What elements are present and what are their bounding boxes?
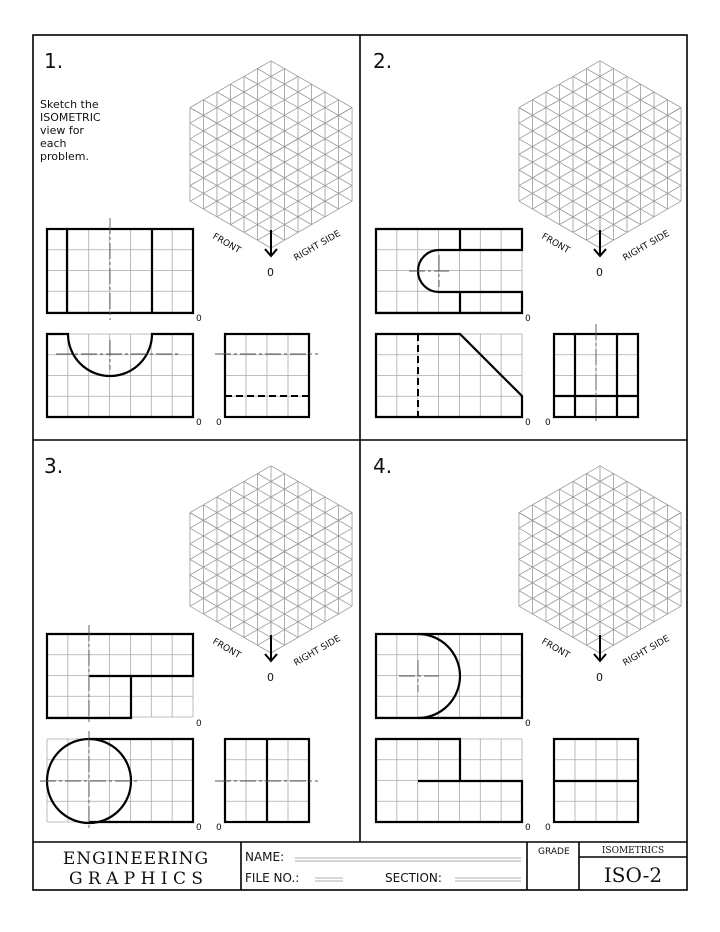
front-label: FRONT bbox=[210, 231, 243, 256]
grid-line bbox=[190, 115, 204, 123]
grid-line bbox=[614, 147, 682, 186]
grid-line bbox=[519, 520, 533, 528]
grid-line bbox=[271, 575, 339, 614]
view-origin-label: 0 bbox=[545, 823, 551, 833]
grid-line bbox=[532, 575, 600, 614]
instruction-text bbox=[40, 98, 101, 163]
grid-line bbox=[190, 147, 258, 186]
problem-1 bbox=[40, 49, 352, 428]
grid-line bbox=[271, 170, 339, 209]
right-side-view bbox=[215, 739, 318, 822]
axis-labels bbox=[540, 229, 672, 279]
grid-line bbox=[532, 170, 600, 209]
origin-arrow-icon bbox=[594, 635, 606, 661]
isometric-grid bbox=[519, 61, 681, 256]
problem-4 bbox=[373, 454, 681, 833]
view-origin-label: 0 bbox=[196, 823, 202, 833]
origin-arrow-icon bbox=[265, 230, 277, 256]
origin-label: 0 bbox=[267, 266, 274, 279]
title-block bbox=[63, 842, 687, 890]
grid-line bbox=[600, 637, 614, 645]
grid-line bbox=[600, 232, 614, 240]
grid-line bbox=[600, 170, 668, 209]
front-label: FRONT bbox=[539, 231, 572, 256]
title-graphics: G R A P H I C S bbox=[68, 869, 204, 889]
origin-label: 0 bbox=[596, 266, 603, 279]
top-view bbox=[376, 634, 522, 718]
grid-line bbox=[203, 575, 271, 614]
problem-number: 1. bbox=[44, 49, 64, 73]
front-view bbox=[40, 731, 193, 829]
view-origin-label: 0 bbox=[525, 823, 531, 833]
grid-line bbox=[519, 115, 533, 123]
axis-labels bbox=[211, 229, 343, 279]
problem-2 bbox=[373, 49, 681, 428]
view-origin-label: 0 bbox=[525, 719, 531, 729]
topic-label: ISOMETRICS bbox=[601, 846, 665, 856]
section-label: SECTION: bbox=[385, 871, 442, 885]
grid-line bbox=[203, 170, 271, 209]
grid-line bbox=[257, 637, 271, 645]
grade-label: GRADE bbox=[538, 847, 570, 857]
problem-number: 3. bbox=[44, 454, 64, 478]
right-side-view bbox=[554, 324, 638, 424]
file-number-label: FILE NO.: bbox=[245, 871, 300, 885]
sheet-id: ISO-2 bbox=[603, 863, 663, 887]
view-origin-label: 0 bbox=[196, 314, 202, 324]
view-origin-label: 0 bbox=[525, 418, 531, 428]
view-origin-label: 0 bbox=[196, 418, 202, 428]
grid-line bbox=[271, 637, 285, 645]
grid-line bbox=[271, 232, 285, 240]
view-origin-label: 0 bbox=[196, 719, 202, 729]
right-side-view bbox=[554, 739, 638, 822]
grid-line bbox=[190, 520, 204, 528]
top-view bbox=[376, 229, 522, 313]
instruction-line: ISOMETRIC bbox=[40, 111, 101, 124]
origin-label: 0 bbox=[267, 671, 274, 684]
grid-line bbox=[285, 147, 353, 186]
top-view bbox=[47, 218, 193, 320]
title-engineering: ENGINEERING bbox=[62, 849, 210, 869]
grid-line bbox=[339, 520, 353, 528]
view-origin-label: 0 bbox=[545, 418, 551, 428]
grid-line bbox=[586, 232, 600, 240]
axis-labels bbox=[540, 634, 672, 684]
isometric-grid bbox=[190, 61, 352, 256]
grid-line bbox=[339, 115, 353, 123]
grid-line bbox=[600, 575, 668, 614]
view-origin-label: 0 bbox=[216, 823, 222, 833]
problem-number: 2. bbox=[373, 49, 393, 73]
grid-line bbox=[519, 552, 587, 591]
grid-line bbox=[586, 637, 600, 645]
grid-line bbox=[519, 147, 587, 186]
origin-arrow-icon bbox=[265, 635, 277, 661]
front-view bbox=[376, 334, 522, 417]
axis-labels bbox=[211, 634, 343, 684]
view-origin-label: 0 bbox=[216, 418, 222, 428]
grid-line bbox=[668, 115, 682, 123]
name-label: NAME: bbox=[245, 850, 285, 864]
right-side-label: RIGHT SIDE bbox=[621, 228, 672, 264]
right-side-view bbox=[215, 334, 318, 417]
grid-line bbox=[285, 552, 353, 591]
problem-3 bbox=[40, 454, 352, 833]
front-label: FRONT bbox=[539, 636, 572, 661]
front-view bbox=[47, 334, 193, 417]
right-side-label: RIGHT SIDE bbox=[292, 228, 343, 264]
isometric-grid bbox=[190, 466, 352, 661]
origin-arrow-icon bbox=[594, 230, 606, 256]
top-view bbox=[47, 625, 193, 725]
right-side-label: RIGHT SIDE bbox=[292, 633, 343, 669]
instruction-line: view for bbox=[40, 124, 84, 137]
grid-line bbox=[668, 520, 682, 528]
view-origin-label: 0 bbox=[525, 314, 531, 324]
origin-label: 0 bbox=[596, 671, 603, 684]
grid-line bbox=[614, 552, 682, 591]
instruction-line: problem. bbox=[40, 150, 90, 163]
instruction-line: Sketch the bbox=[40, 98, 99, 111]
problem-number: 4. bbox=[373, 454, 393, 478]
isometric-grid bbox=[519, 466, 681, 661]
right-side-label: RIGHT SIDE bbox=[621, 633, 672, 669]
front-view bbox=[376, 739, 522, 822]
instruction-line: each bbox=[40, 137, 67, 150]
grid-line bbox=[257, 232, 271, 240]
grid-line bbox=[190, 552, 258, 591]
front-label: FRONT bbox=[210, 636, 243, 661]
